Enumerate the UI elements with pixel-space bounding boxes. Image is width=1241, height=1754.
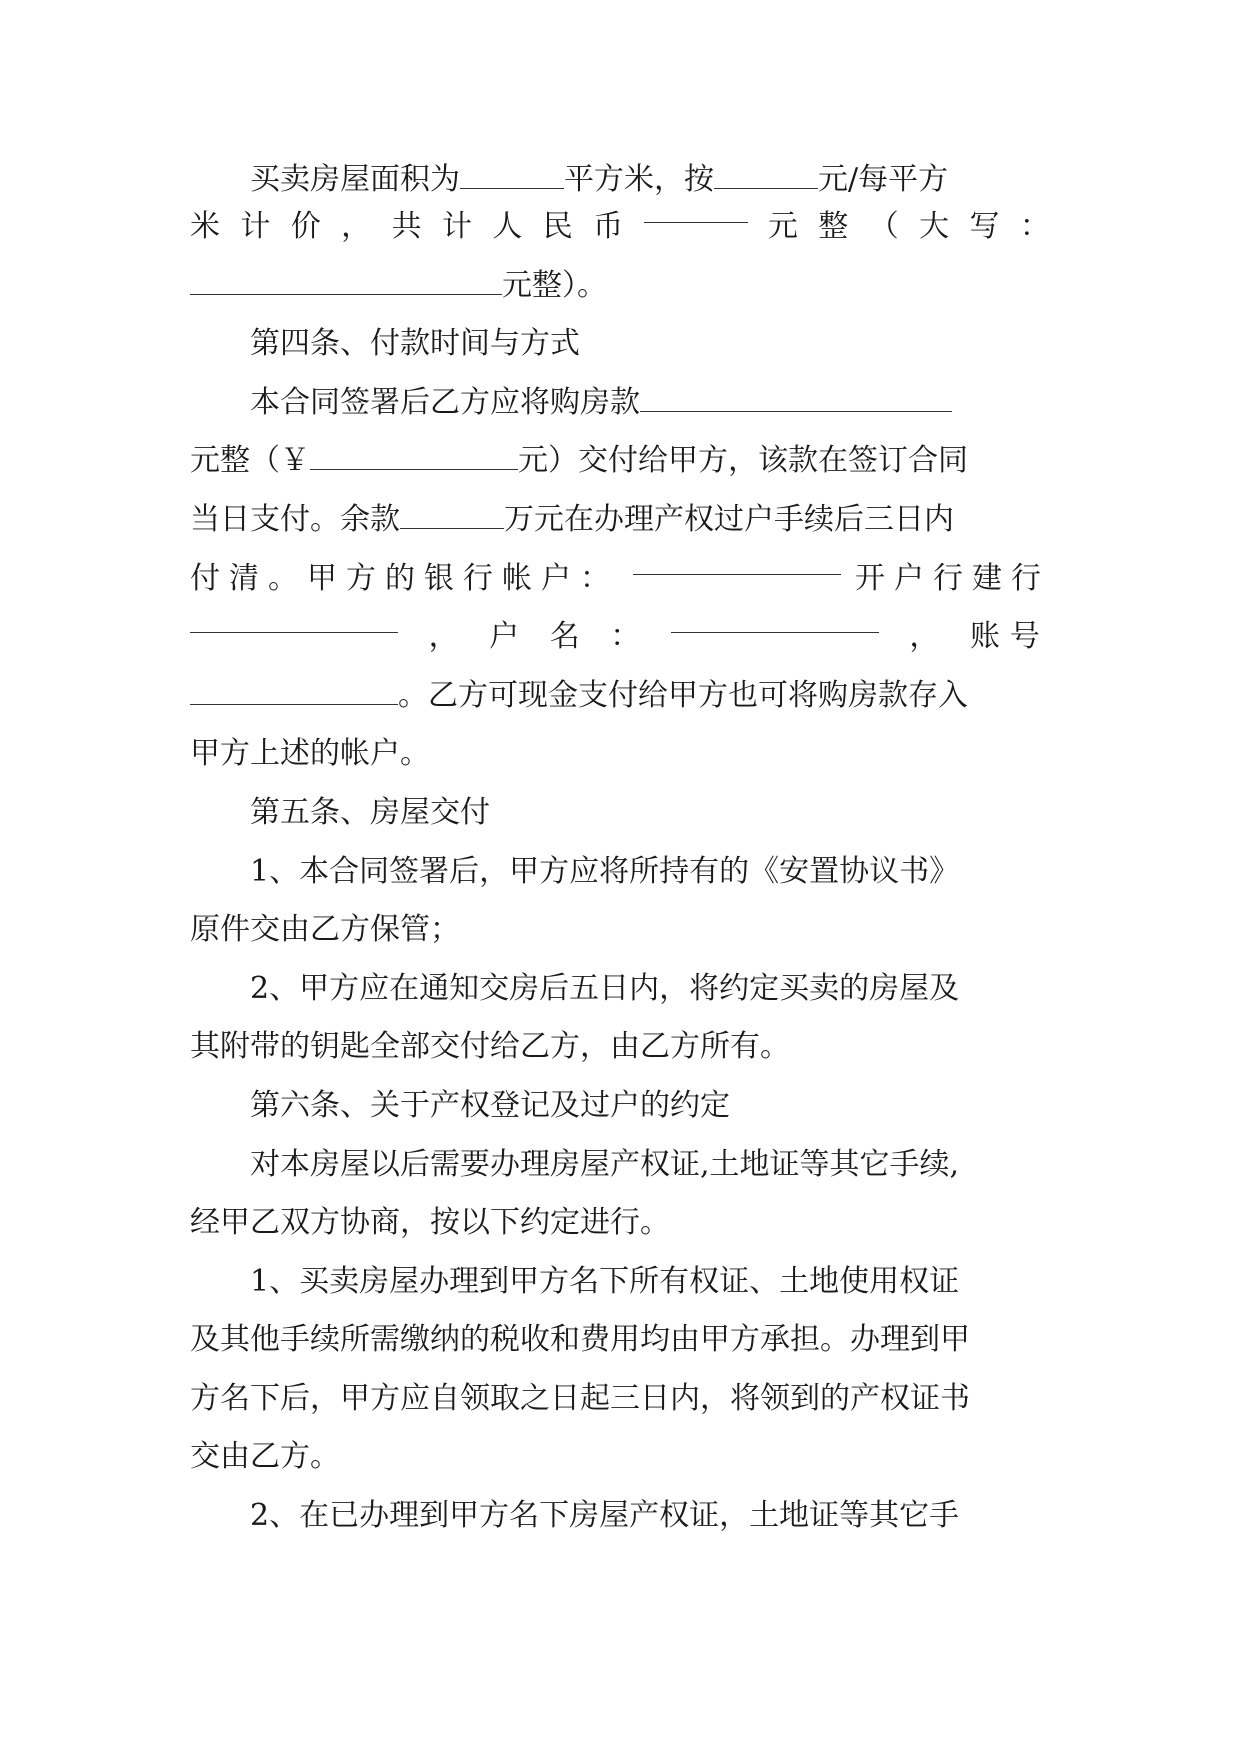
- text-line: [190, 432, 1050, 491]
- section-heading-4: 第四条、付款时间与方式: [250, 326, 580, 362]
- text-char: 整: [818, 209, 849, 244]
- text-segment: 当日支付。余款: [190, 501, 400, 537]
- text-segment: 本合同签署后乙方应将购房款: [250, 384, 640, 420]
- text-line: [190, 667, 1050, 726]
- text-char: 大: [919, 209, 950, 244]
- text-line: 经甲乙双方协商，按以下约定进行。: [190, 1205, 670, 1241]
- text-line: [190, 550, 1050, 609]
- text-segment: 付清。甲方的银行帐户：: [190, 560, 619, 596]
- text-line: 方名下后，甲方应自领取之日起三日内，将领到的产权证书: [190, 1380, 970, 1416]
- fill-blank-payment-yen: [310, 445, 518, 470]
- text-line: [190, 374, 1050, 433]
- text-char: 户: [489, 619, 520, 655]
- text-segment: 元）交付给甲方，该款在签订合同: [518, 443, 968, 479]
- text-segment: 平方米，按: [564, 162, 714, 197]
- text-line: 1、本合同签署后，甲方应将所持有的《安置协议书》: [250, 853, 960, 889]
- text-line: 原件交由乙方保管；: [190, 912, 460, 948]
- text-char: ：: [610, 619, 641, 655]
- text-line: [190, 608, 1050, 667]
- fill-blank-payment-amount: [640, 387, 952, 412]
- fill-blank-area: [460, 164, 564, 189]
- text-char: ，: [428, 619, 459, 655]
- text-char: （: [868, 209, 899, 244]
- text-line: 2、在已办理到甲方名下房屋产权证，土地证等其它手: [250, 1498, 960, 1534]
- text-segment: 买卖房屋面积为: [250, 162, 460, 197]
- fill-blank-balance: [400, 504, 504, 529]
- paragraph-area-price: [190, 154, 1050, 315]
- text-char: 米: [190, 209, 220, 244]
- text-char: 元: [767, 209, 798, 244]
- text-char: ，: [341, 209, 372, 244]
- section-heading-5: 第五条、房屋交付: [250, 794, 490, 830]
- fill-blank-account-number: [190, 680, 398, 705]
- text-char: 计: [441, 209, 472, 244]
- text-line: [190, 491, 1050, 550]
- text-line: [190, 257, 1050, 316]
- text-char: 民: [542, 209, 573, 244]
- text-char: 币: [593, 209, 624, 244]
- fill-blank-total: [644, 198, 748, 223]
- text-char: 共: [391, 209, 422, 244]
- text-char: ，: [909, 619, 940, 655]
- paragraph-title-registration: [190, 1136, 1050, 1253]
- text-char: 写: [969, 209, 1000, 244]
- text-line: [190, 198, 1050, 257]
- contract-body: [190, 154, 1050, 1546]
- text-segment: 。乙方可现金支付给甲方也可将购房款存入: [398, 677, 968, 713]
- fill-blank-bank-branch: [190, 608, 398, 633]
- text-char: 计: [240, 209, 271, 244]
- fill-blank-unit-price: [714, 164, 818, 189]
- fill-blank-total-uppercase: [190, 270, 502, 295]
- text-segment: 元/每平方: [818, 162, 949, 197]
- text-line: 交由乙方。: [190, 1439, 340, 1475]
- text-char: 价: [290, 209, 321, 244]
- paragraph-delivery-2: [190, 960, 1050, 1077]
- text-line: 2、甲方应在通知交房后五日内，将约定买卖的房屋及: [250, 970, 960, 1006]
- text-char: 人: [492, 209, 523, 244]
- text-segment: 万元在办理产权过户手续后三日内: [504, 501, 954, 537]
- text-segment: 元整）。: [502, 267, 607, 303]
- fill-blank-bank-account: [633, 550, 841, 575]
- text-segment: 账号: [969, 619, 1050, 655]
- paragraph-registration-2: [190, 1487, 1050, 1546]
- paragraph-registration-1: [190, 1253, 1050, 1487]
- text-line: 其附带的钥匙全部交付给乙方，由乙方所有。: [190, 1029, 790, 1065]
- text-line: 1、买卖房屋办理到甲方名下所有权证、土地使用权证: [250, 1263, 960, 1299]
- text-segment: 开户行建行: [855, 560, 1050, 596]
- fill-blank-account-name: [671, 608, 879, 633]
- text-segment: 元整（￥: [190, 443, 310, 479]
- section-heading-6: 第六条、关于产权登记及过户的约定: [250, 1087, 730, 1123]
- text-line: 及其他手续所需缴纳的税收和费用均由甲方承担。办理到甲: [190, 1322, 970, 1358]
- text-line: 甲方上述的帐户。: [190, 736, 430, 772]
- paragraph-delivery-1: [190, 843, 1050, 960]
- text-char: 名: [549, 619, 580, 655]
- text-line: 对本房屋以后需要办理房屋产权证,土地证等其它手续,: [250, 1146, 960, 1182]
- text-line: [190, 154, 1050, 198]
- text-char: ：: [1019, 209, 1050, 244]
- paragraph-payment: [190, 374, 1050, 784]
